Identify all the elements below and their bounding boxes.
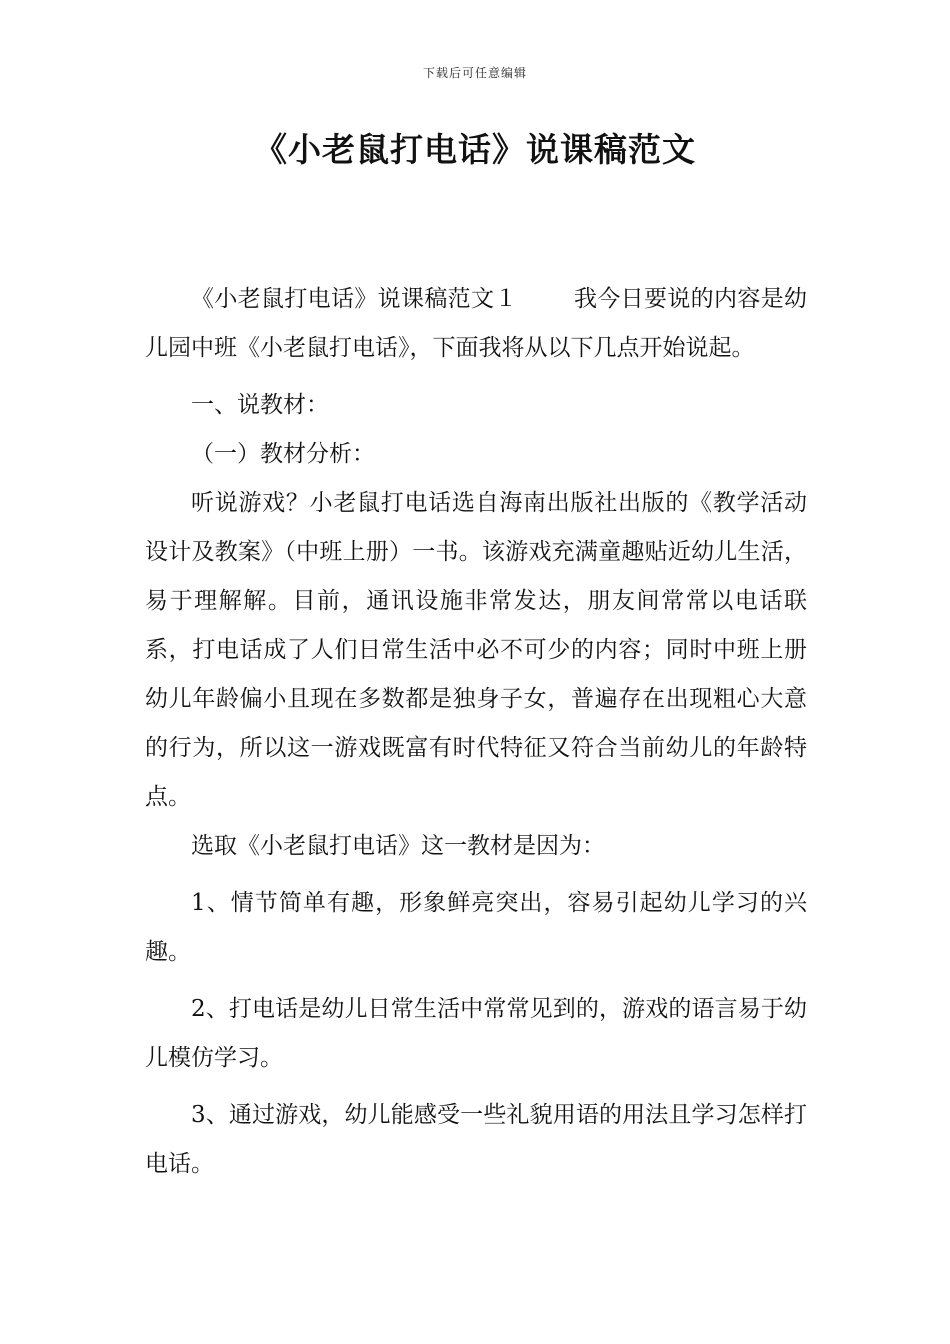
document-title: 《小老鼠打电话》说课稿范文 [254, 130, 696, 169]
analysis-paragraph: 听说游戏？小老鼠打电话选自海南出版社出版的《教学活动设计及教案》（中班上册）一书。该游戏充满童趣贴近幼儿生活，易于理解解。目前，通讯设施非常发达，朋友间常常以电话联系，打电话成了人们日常生活中必不可少的内容；同时中班上册幼儿年龄偏小且现在多数都是独身子女，普遍存在出现粗心大意的行为，所以这一游戏既富有时代特征又符合当前幼儿的年龄特点。 [145, 490, 807, 810]
reason-intro: 选取《小老鼠打电话》这一教材是因为： [191, 833, 605, 859]
subsection-heading: （一）教材分析： [191, 441, 375, 467]
intro-lead: 《小老鼠打电话》说课稿范文１ [191, 286, 518, 312]
intro-paragraph [145, 275, 807, 373]
section-heading: 一、说教材： [191, 392, 329, 418]
intro-rest: 我今日要说的内容是幼儿园中班《小老鼠打电话》，下面我将从以下几点开始说起。 [145, 286, 808, 361]
reason-item-3: 3、通过游戏，幼儿能感受一些礼貌用语的用法且学习怎样打电话。 [145, 1102, 807, 1177]
document-body [145, 275, 807, 1189]
reason-item-2: 2、打电话是幼儿日常生活中常常见到的，游戏的语言易于幼儿模仿学习。 [145, 996, 807, 1071]
page-header-note: 下载后可任意编辑 [422, 66, 527, 80]
reason-item-1: 1、情节简单有趣，形象鲜亮突出，容易引起幼儿学习的兴趣。 [145, 890, 807, 965]
